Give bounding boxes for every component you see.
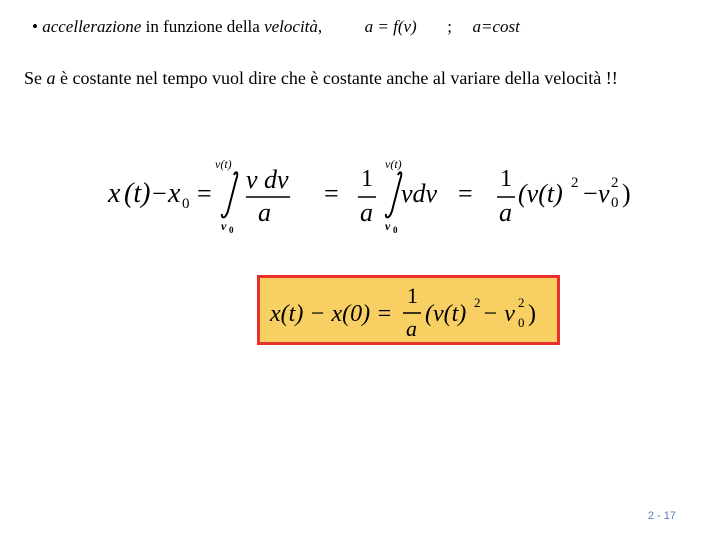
int2-upper: v(t) <box>385 157 402 171</box>
integrand-2: vdv <box>401 179 438 208</box>
result-close: ) <box>622 179 631 208</box>
eq-x0-base: x <box>168 178 181 209</box>
result-square: 2 <box>571 175 579 191</box>
boxed-lhs: x(t) − x(0) = <box>270 301 393 327</box>
bullet-condition: a=cost <box>472 17 520 36</box>
result-minus: − <box>583 179 598 208</box>
eq-lhs-x: x <box>108 178 121 209</box>
int1-upper: v(t) <box>215 157 232 171</box>
eq-equals-3: = <box>458 179 473 208</box>
int2-sign <box>386 172 401 217</box>
frac1-num: v dv <box>246 165 289 194</box>
frac2-num: 1 <box>361 166 373 192</box>
int1-sign <box>222 172 237 217</box>
slide-number: 2 - 17 <box>647 510 676 522</box>
int2-lower: v <box>385 219 391 233</box>
bullet-connector: in funzione della <box>145 17 260 36</box>
result-v-sup: 2 <box>611 175 619 191</box>
result-paren: (v(t) <box>518 179 563 208</box>
boxed-paren-close: ) <box>528 301 536 327</box>
eq-x0-sub: 0 <box>182 196 190 212</box>
boxed-equation <box>260 278 557 342</box>
bullet-relation: a = f(v) <box>364 17 417 36</box>
bullet-separator: ; <box>447 17 452 36</box>
int2-lower-sub: 0 <box>393 225 398 235</box>
statement-symbol: a <box>46 68 56 88</box>
bullet-variable: velocità <box>264 17 318 36</box>
bullet-symbol: • <box>32 17 38 36</box>
highlighted-result-box <box>257 275 560 345</box>
eq-equals-2: = <box>324 179 339 208</box>
eq-equals-1: = <box>197 179 212 208</box>
boxed-frac-den: a <box>406 316 417 341</box>
boxed-v-sub: 0 <box>518 315 525 330</box>
boxed-frac-num: 1 <box>407 283 418 308</box>
int1-lower-sub: 0 <box>229 225 234 235</box>
eq-minus: − <box>152 179 167 208</box>
int1-lower: v <box>221 219 227 233</box>
bullet-term: accellerazione <box>42 17 142 36</box>
frac1-den: a <box>258 198 271 227</box>
result-v: v <box>598 179 610 208</box>
frac2-den: a <box>360 198 373 227</box>
boxed-minus-v: − v <box>482 301 515 327</box>
main-equation <box>0 0 720 260</box>
statement-rest: è costante nel tempo vuol dire che è costante anche al variare della velocità !! <box>55 68 618 88</box>
frac3-den: a <box>499 198 512 227</box>
boxed-v-sup: 2 <box>518 295 525 310</box>
bullet-comma: , <box>317 17 323 36</box>
frac3-num: 1 <box>500 166 512 192</box>
result-v-sub: 0 <box>611 195 619 211</box>
eq-lhs-t: (t) <box>124 178 151 209</box>
statement-prefix: Se <box>24 68 47 88</box>
boxed-paren-open: (v(t) <box>425 301 467 327</box>
boxed-square: 2 <box>474 295 481 310</box>
